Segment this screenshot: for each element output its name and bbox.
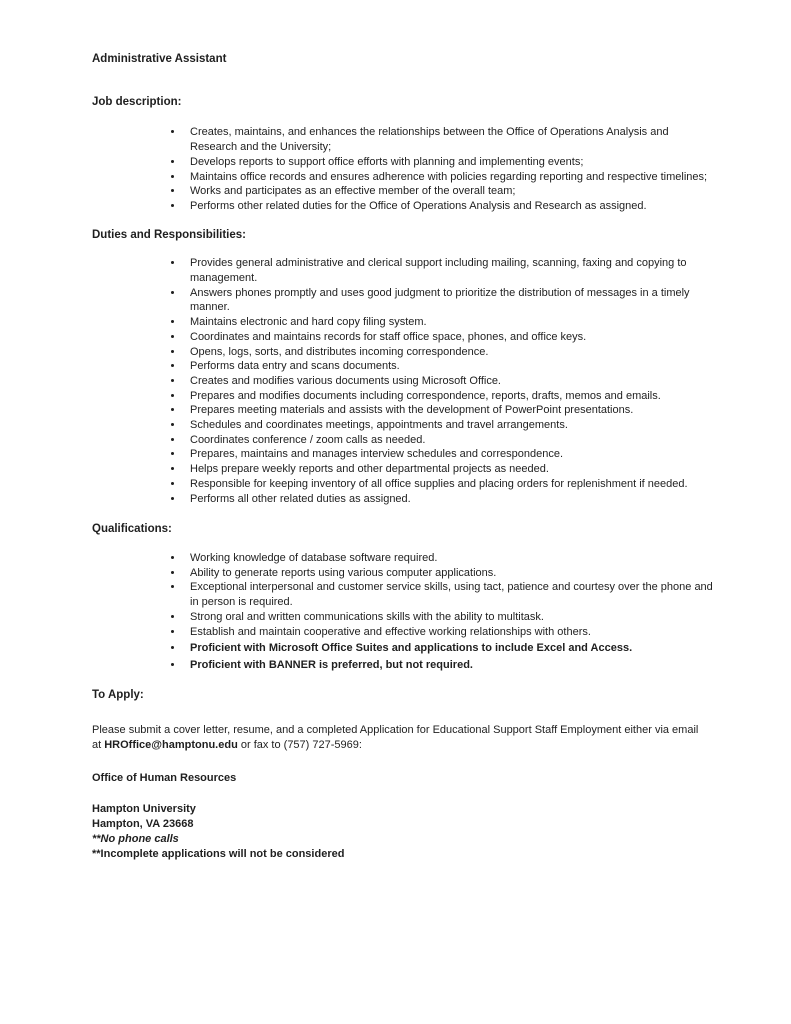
office-of-human-resources: Office of Human Resources — [92, 771, 237, 784]
qualification-item: • Exceptional interpersonal and customer service skills, using tact, patience and courtesy over the phone and in person is required. — [184, 580, 715, 609]
duty-item: • Provides general administrative and clerical support including mailing, scanning, faxing and copying to management. — [184, 256, 715, 285]
no-phone-calls-note: **No phone calls — [92, 832, 179, 845]
section-heading-duties: Duties and Responsibilities: — [92, 228, 246, 241]
section-heading-job-description: Job description: — [92, 95, 182, 108]
duty-item: • Creates and modifies various documents using Microsoft Office. — [184, 374, 715, 389]
section-heading-qualifications: Qualifications: — [92, 523, 172, 536]
duty-item: • Helps prepare weekly reports and other departmental projects as needed. — [184, 462, 715, 477]
job-description-item: • Develops reports to support office efforts with planning and implementing events; — [184, 155, 715, 170]
duty-item: • Prepares meeting materials and assists with the development of PowerPoint presentations. — [184, 403, 715, 418]
university-address: Hampton, VA 23668 — [92, 818, 194, 831]
qualification-item: • Establish and maintain cooperative and effective working relationships with others. — [184, 625, 715, 640]
qualification-item: • Ability to generate reports using various computer applications. — [184, 566, 715, 581]
contact-block — [92, 802, 715, 861]
duty-item: • Coordinates conference / zoom calls as needed. — [184, 433, 715, 448]
job-description-list — [92, 125, 715, 213]
job-description-item: • Works and participates as an effective member of the overall team; — [184, 184, 715, 199]
duty-item: • Answers phones promptly and uses good judgment to prioritize the distribution of messages in a timely manner. — [184, 286, 715, 315]
duty-item: • Performs data entry and scans documents. — [184, 359, 715, 374]
qualification-item: • Proficient with Microsoft Office Suites and applications to include Excel and Access. — [184, 641, 715, 656]
apply-text-before-email: Please submit a cover letter, resume, and a completed Application for Educational Support Staff Employment either via email at — [92, 724, 699, 752]
duty-item: • Prepares and modifies documents including correspondence, reports, drafts, memos and emails. — [184, 389, 715, 404]
duty-item: • Opens, logs, sorts, and distributes incoming correspondence. — [184, 345, 715, 360]
section-heading-to-apply: To Apply: — [92, 688, 144, 701]
job-description-item: • Maintains office records and ensures adherence with policies regarding reporting and respective timelines; — [184, 170, 715, 185]
hr-email-address: HROffice@hamptonu.edu — [104, 739, 238, 752]
qualification-item: • Proficient with BANNER is preferred, but not required. — [184, 658, 715, 673]
duty-item: • Prepares, maintains and manages interview schedules and correspondence. — [184, 447, 715, 462]
qualifications-list — [92, 551, 715, 673]
apply-instructions — [92, 723, 704, 752]
duty-item: • Performs all other related duties as assigned. — [184, 492, 715, 507]
job-description-item: • Creates, maintains, and enhances the relationships between the Office of Operations Analysis and Research and the University; — [184, 125, 715, 154]
apply-text-after-email: or fax to (757) 727-5969: — [237, 739, 362, 752]
qualification-item: • Working knowledge of database software required. — [184, 551, 715, 566]
job-posting-title: Administrative Assistant — [92, 53, 227, 65]
duty-item: • Schedules and coordinates meetings, appointments and travel arrangements. — [184, 418, 715, 433]
incomplete-applications-note: **Incomplete applications will not be considered — [92, 847, 345, 860]
duty-item: • Responsible for keeping inventory of all office supplies and placing orders for replenishment if needed. — [184, 477, 715, 492]
duty-item: • Coordinates and maintains records for staff office space, phones, and office keys. — [184, 330, 715, 345]
job-description-item: • Performs other related duties for the Office of Operations Analysis and Research as assigned. — [184, 199, 715, 214]
qualification-item: • Strong oral and written communications skills with the ability to multitask. — [184, 610, 715, 625]
duties-list — [92, 256, 715, 506]
university-name: Hampton University — [92, 803, 196, 816]
duty-item: • Maintains electronic and hard copy filing system. — [184, 315, 715, 330]
